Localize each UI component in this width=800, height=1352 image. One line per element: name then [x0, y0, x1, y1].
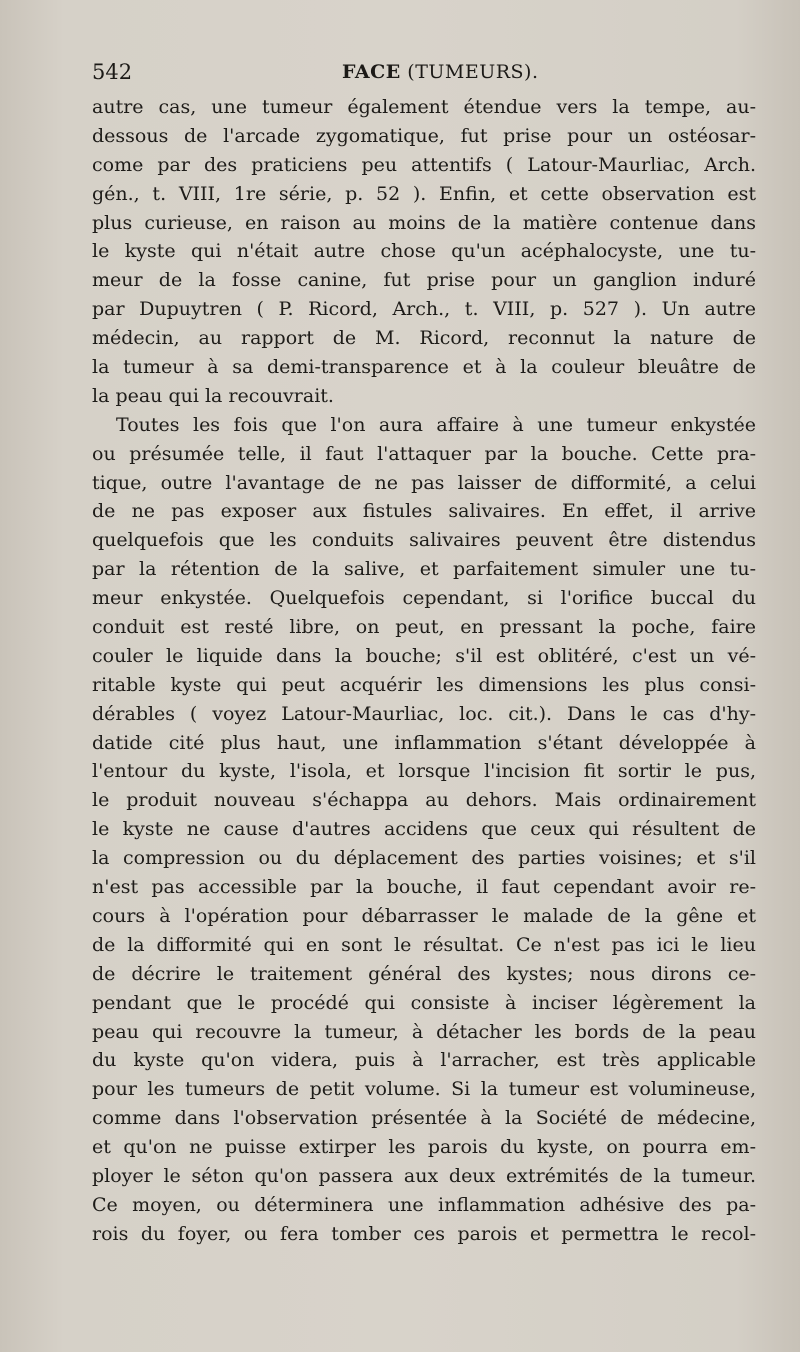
running-header [92, 60, 756, 86]
text-line: de la difformité qui en sont le résultat. Ce n'est pas ici le lieu [92, 933, 756, 956]
text-line: datide cité plus haut, une inflammation s'étant développée à [92, 731, 756, 754]
text-line: et qu'on ne puisse extirper les parois du kyste, on pourra em- [92, 1136, 756, 1159]
text-line: le produit nouveau s'échappa au dehors. Mais ordinairement [92, 789, 756, 812]
text-line: de ne pas exposer aux fistules salivaires. En effet, il arrive [92, 500, 756, 523]
text-line: gén., t. VIII, 1re série, p. 52 ). Enfin, et cette observation est [92, 182, 756, 205]
text-line: la tumeur à sa demi-transparence et à la couleur bleuâtre de [92, 356, 756, 379]
text-line: pour les tumeurs de petit volume. Si la tumeur est volumineuse, [92, 1078, 756, 1101]
text-line: cours à l'opération pour débarrasser le malade de la gêne et [92, 904, 756, 927]
text-line: rois du foyer, ou fera tomber ces parois et permettra le recol- [92, 1222, 756, 1245]
text-line: le kyste qui n'était autre chose qu'un acéphalocyste, une tu- [92, 240, 756, 263]
text-line: ou présumée telle, il faut l'attaquer par la bouche. Cette pra- [92, 442, 756, 465]
text-line: ritable kyste qui peut acquérir les dimensions les plus consi- [92, 673, 756, 696]
text-line: la peau qui la recouvrait. [92, 384, 334, 407]
text-line: tique, outre l'avantage de ne pas laisser de difformité, a celui [92, 471, 756, 494]
text-line: Ce moyen, ou déterminera une inflammation adhésive des pa- [92, 1193, 756, 1216]
text-line: conduit est resté libre, on peut, en pressant la poche, faire [92, 616, 756, 639]
text-line: autre cas, une tumeur également étendue vers la tempe, au- [92, 96, 756, 118]
text-line: couler le liquide dans la bouche; s'il est oblitéré, c'est un vé- [92, 644, 756, 667]
text-line: la compression ou du déplacement des parties voisines; et s'il [92, 847, 756, 870]
text-line: come par des praticiens peu attentifs ( Latour-Maurliac, Arch. [92, 153, 756, 176]
text-line: médecin, au rapport de M. Ricord, reconnut la nature de [92, 327, 756, 350]
text-line: par Dupuytren ( P. Ricord, Arch., t. VIII, p. 527 ). Un autre [92, 298, 756, 321]
text-line: Toutes les fois que l'on aura affaire à une tumeur enkystée [116, 413, 756, 436]
text-line: quelquefois que les conduits salivaires peuvent être distendus [92, 529, 756, 552]
text-line: de décrire le traitement général des kystes; nous dirons ce- [92, 962, 756, 985]
text-line: plus curieuse, en raison au moins de la matière contenue dans [92, 211, 756, 234]
text-line: le kyste ne cause d'autres accidens que ceux qui résultent de [92, 818, 756, 841]
running-title [342, 61, 539, 83]
text-line: dessous de l'arcade zygomatique, fut prise pour un ostéosar- [92, 124, 756, 147]
text-line: comme dans l'observation présentée à la Société de médecine, [92, 1107, 756, 1130]
text-line: meur de la fosse canine, fut prise pour un ganglion induré [92, 269, 756, 292]
text-line: pendant que le procédé qui consiste à inciser légèrement la [92, 991, 756, 1014]
text-line: n'est pas accessible par la bouche, il faut cependant avoir re- [92, 876, 756, 899]
text-line: dérables ( voyez Latour-Maurliac, loc. cit.). Dans le cas d'hy- [92, 702, 756, 725]
text-line: du kyste qu'on videra, puis à l'arracher, est très applicable [92, 1049, 756, 1072]
text-line: peau qui recouvre la tumeur, à détacher les bords de la peau [92, 1020, 756, 1043]
body-text [92, 93, 756, 1249]
page-number: 542 [92, 60, 133, 84]
running-title-main: FACE [342, 61, 401, 83]
running-title-sub: (TUMEURS). [407, 61, 539, 83]
text-line: meur enkystée. Quelquefois cependant, si l'orifice buccal du [92, 587, 756, 610]
text-line: ployer le séton qu'on passera aux deux extrémités de la tumeur. [92, 1164, 756, 1187]
text-line: l'entour du kyste, l'isola, et lorsque l'incision fit sortir le pus, [92, 760, 756, 783]
text-line: par la rétention de la salive, et parfaitement simuler une tu- [92, 558, 756, 581]
